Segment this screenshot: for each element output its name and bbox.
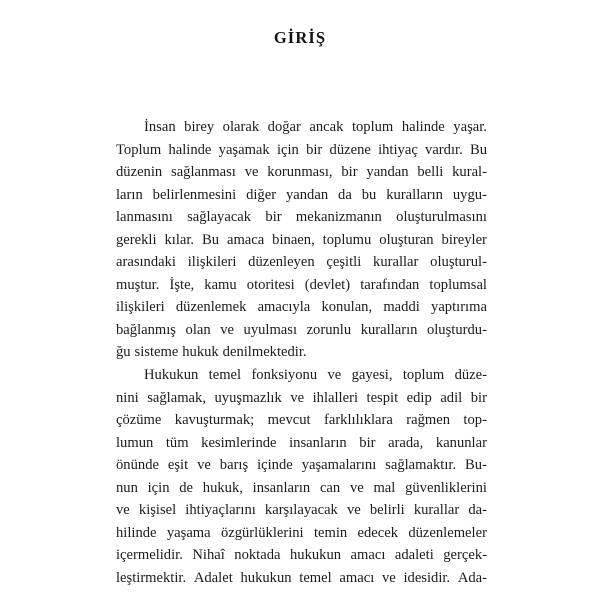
text-line: bağlanmış olan ve uyulması zorunlu kuralların oluşturdu- bbox=[116, 321, 487, 338]
text-line: leştirmektir. Adalet hukukun temel amacı ve idesidir. Ada- bbox=[116, 569, 487, 586]
text-line: ilişkileri düzenlemek amacıyla konulan, maddi yaptırıma bbox=[116, 299, 487, 316]
text-line: İnsan birey olarak doğar ancak toplum halinde yaşar. bbox=[144, 119, 487, 135]
text-line: önünde eşit ve barış içinde yaşamalarını sağlamaktır. Bu- bbox=[116, 457, 487, 474]
text-line: içermelidir. Nihaî noktada hukukun amacı adaleti gerçek- bbox=[116, 547, 487, 564]
paragraph-2 bbox=[116, 364, 487, 589]
text-line: düzenin sağlanması ve korunması, bir yandan belli kural- bbox=[116, 164, 487, 181]
text-line: hilinde yaşama özgürlüklerini temin edecek düzenlemeler bbox=[116, 524, 487, 541]
text-line: muştur. İşte, kamu otoritesi (devlet) tarafından toplumsal bbox=[116, 276, 487, 293]
page-title: GİRİŞ bbox=[273, 28, 327, 48]
text-line: çözüme kavuşturmak; mevcut farklılıklara rağmen top- bbox=[116, 412, 487, 429]
text-line: Hukukun temel fonksiyonu ve gayesi, toplum düze- bbox=[144, 367, 487, 384]
body-text-block bbox=[116, 116, 487, 589]
paragraph-1 bbox=[116, 116, 487, 364]
text-line: lanmasını sağlayacak bir mekanizmanın oluşturulmasını bbox=[116, 209, 487, 226]
text-line: ğu sisteme hukuk denilmektedir. bbox=[116, 344, 307, 361]
text-line: nun için de hukuk, insanların can ve mal güvenliklerini bbox=[116, 479, 487, 496]
text-line: arasındaki ilişkileri düzenleyen çeşitli kurallar oluşturul- bbox=[116, 254, 487, 271]
text-line: Toplum halinde yaşamak için bir düzene ihtiyaç vardır. Bu bbox=[116, 141, 487, 158]
text-line: lumun tüm kesimlerinde insanların bir arada, kanunlar bbox=[116, 434, 487, 451]
text-line: gerekli kılar. Bu amaca binaen, toplumu oluşturan bireyler bbox=[116, 231, 487, 248]
text-line: nini sağlamak, uyuşmazlık ve ihlalleri tespit edip adil bir bbox=[116, 389, 487, 406]
text-line: ve kişisel ihtiyaçlarını karşılayacak ve belirli kurallar da- bbox=[116, 502, 487, 519]
text-line: ların belirlenmesini diğer yandan da bu kuralların uygu- bbox=[116, 186, 487, 203]
